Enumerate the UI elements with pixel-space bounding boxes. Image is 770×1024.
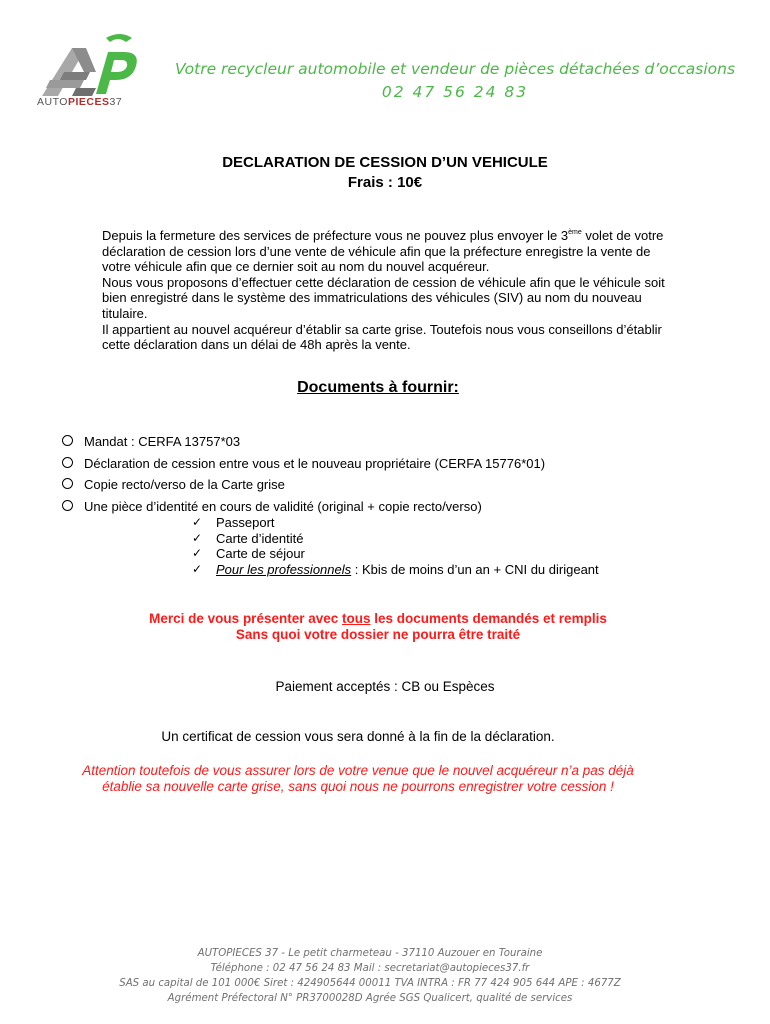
list-item: ✓ Carte de séjour xyxy=(192,546,305,561)
payment-methods: Paiement acceptés : CB ou Espèces xyxy=(275,679,495,694)
list-item: ✓ Passeport xyxy=(192,515,275,530)
header-tagline xyxy=(150,58,760,104)
checkmark-icon: ✓ xyxy=(192,561,203,576)
bullet-circle-icon xyxy=(62,500,73,511)
attention-warning: Attention toutefois de vous assurer lors de votre venue que le nouvel acquéreur n’a pas déjà établie sa nouvelle carte grise, sans quoi nous ne pourrons enregistrer votre cession ! xyxy=(82,763,634,794)
title-line: DECLARATION DE CESSION D’UN VEHICULE xyxy=(222,154,548,171)
required-documents-notice: Merci de vous présenter avec tous les documents demandés et remplis Sans quoi votre dossier ne pourra être traité xyxy=(149,611,607,642)
list-item: ✓ Carte d’identité xyxy=(192,530,304,546)
intro-text xyxy=(84,228,676,353)
id-options-list xyxy=(192,515,599,577)
document-title xyxy=(0,153,770,193)
list-item: ✓ Pour les professionnels : Kbis de moins d’un an + CNI du dirigeant xyxy=(192,561,599,577)
certificate-note: Un certificat de cession vous sera donné à la fin de la déclaration. xyxy=(161,729,555,744)
intro-paragraph-3: Il appartient au nouvel acquéreur d’établir sa carte grise. Toutefois nous vous conseillons d’établir cette déclaration dans un délai de 48h après la vente. xyxy=(102,321,662,353)
documents-list xyxy=(62,434,545,520)
fee-line: Frais : 10€ xyxy=(347,174,423,191)
footer-contact: Téléphone : 02 47 56 24 83 Mail : secretariat@autopieces37.fr xyxy=(210,963,530,974)
tagline-text: Votre recycleur automobile et vendeur de pièces détachées d’occasions xyxy=(174,60,736,78)
documents-heading: Documents à fournir: xyxy=(297,379,459,396)
footer-legal: SAS au capital de 101 000€ Siret : 424905644 00011 TVA INTRA : FR 77 424 905 644 APE : 4677Z xyxy=(119,978,621,989)
header-phone: 02 47 56 24 83 xyxy=(381,83,529,101)
logo-wordmark: AUTOPIECES37 xyxy=(37,96,123,108)
list-item: Copie recto/verso de la Carte grise xyxy=(62,477,545,499)
page-footer xyxy=(0,946,740,1006)
intro-paragraph-2: Nous vous proposons d’effectuer cette déclaration de cession de véhicule afin que le véhicule soit bien enregistré dans le système des immatriculations des véhicules (SIV) au nom du nouveau titulaire. xyxy=(102,274,665,321)
bullet-circle-icon xyxy=(62,457,73,468)
list-item: Mandat : CERFA 13757*03 xyxy=(62,434,545,456)
bullet-circle-icon xyxy=(62,478,73,489)
footer-accreditation: Agrément Préfectoral N° PR3700028D Agrée SGS Qualicert, qualité de services xyxy=(167,993,573,1004)
intro-paragraph-1: Depuis la fermeture des services de préfecture vous ne pouvez plus envoyer le 3ème volet de votre déclaration de cession lors d’une vente de véhicule afin que la préfecture enregistre la vente de votre véhicule afin que ce dernier soit au nom du nouvel acquéreur. xyxy=(102,228,664,275)
bullet-circle-icon xyxy=(62,435,73,446)
list-item: Une pièce d’identité en cours de validité (original + copie recto/verso) xyxy=(62,499,545,521)
footer-address: AUTOPIECES 37 - Le petit charmeteau - 37110 Auzouer en Touraine xyxy=(197,948,543,959)
checkmark-icon: ✓ xyxy=(192,546,203,560)
checkmark-icon: ✓ xyxy=(192,515,203,529)
checkmark-icon: ✓ xyxy=(192,530,203,545)
list-item: Déclaration de cession entre vous et le nouveau propriétaire (CERFA 15776*01) xyxy=(62,456,545,478)
